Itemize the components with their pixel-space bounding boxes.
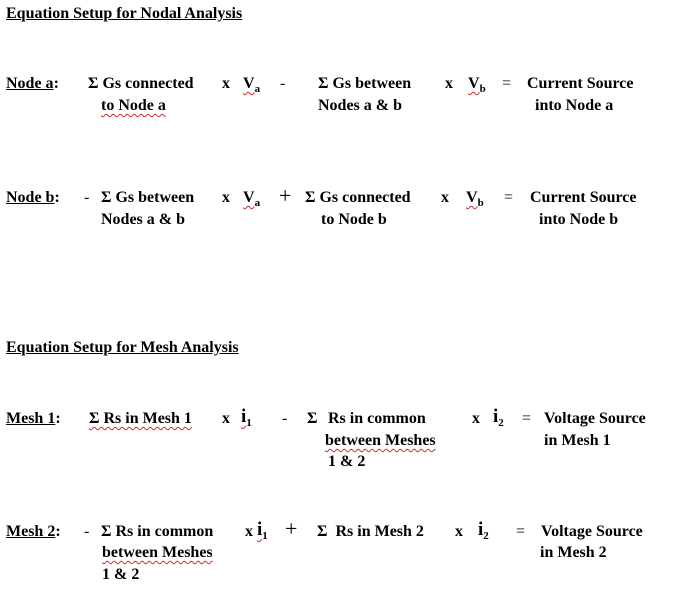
node-b-rhs-line1: Current Source [530,189,637,206]
mesh-2-term1-line1: Σ Rs in common [101,523,214,540]
node-a-equals: = [502,75,512,92]
node-b-var1: $V_a$ [243,189,261,209]
node-a-colon: : [53,75,59,92]
mesh-2-label: Mesh 2 [6,523,56,540]
mesh-2-term2: Σ Rs in Mesh 2 [317,523,424,540]
mesh-1-equals: = [522,410,532,427]
mesh-1-minus: - [282,410,288,427]
node-b-var2: $V_b$ [466,189,484,209]
node-a-var2: $V_b$ [468,75,486,95]
mesh-1-term2-line1: Rs in common [328,410,426,427]
mesh-1-times2: x [472,410,480,427]
node-b-equals: = [504,189,514,206]
node-a-rhs-line2: into Node a [535,97,614,114]
mesh-2-colon: : [55,523,61,540]
nodal-section-title: Equation Setup for Nodal Analysis [6,5,243,22]
node-a-term1-line2: to Node a [101,97,166,114]
mesh-section-title: Equation Setup for Mesh Analysis [6,339,239,356]
mesh-1-term2-line3: 1 & 2 [328,453,366,470]
node-b-rhs-line2: into Node b [539,211,619,228]
node-a-times1: x [222,75,230,92]
mesh-1-term1: Σ Rs in Mesh 1 [89,410,192,427]
node-a-rhs-line1: Current Source [527,75,634,92]
node-b-lead-minus: - [84,189,90,206]
node-b-term1-line2: Nodes a & b [101,211,186,228]
node-a-times2: x [445,75,453,92]
node-b-plus: + [279,183,292,208]
mesh-2-var2: $i_2$ [478,519,489,542]
mesh-1-rhs-line2: in Mesh 1 [544,432,611,449]
mesh-2-plus: + [285,516,298,541]
mesh-2-times1: x [245,523,253,540]
mesh-2-times2: x [455,523,463,540]
mesh-2-term1-line3: 1 & 2 [102,566,140,583]
mesh-2-equals: = [516,523,526,540]
mesh-2-label-group [6,524,61,540]
node-b-term2-line1: Σ Gs connected [305,189,411,206]
node-a-label-group [6,76,59,92]
node-b-term2-line2: to Node b [321,211,387,228]
mesh-1-term2-sigma: Σ [307,410,318,427]
mesh-1-times1: x [222,410,230,427]
node-a-term2-line2: Nodes a & b [318,97,403,114]
mesh-1-label-group [6,411,61,427]
mesh-1-var1: $i_1$ [241,406,252,429]
node-a-term1-line1: Σ Gs connected [88,75,194,92]
mesh-1-term2-line2: between Meshes [325,432,436,449]
node-b-times2: x [441,189,449,206]
node-b-label-group [6,190,60,206]
node-b-term1-line1: Σ Gs between [101,189,195,206]
mesh-1-colon: : [55,410,61,427]
node-a-label: Node a [6,75,54,92]
mesh-2-lead-minus: - [84,523,90,540]
node-a-minus: - [280,75,286,92]
node-b-label: Node b [6,189,55,206]
node-a-var1: $V_a$ [243,75,261,95]
mesh-1-rhs-line1: Voltage Source [544,410,646,427]
node-a-term2-line1: Σ Gs between [318,75,412,92]
mesh-1-var2: $i_2$ [493,406,504,429]
node-b-colon: : [54,189,60,206]
mesh-2-term1-line2: between Meshes [102,544,213,561]
mesh-2-var1: $i_1$ [257,519,268,542]
mesh-2-rhs-line1: Voltage Source [541,523,643,540]
mesh-2-rhs-line2: in Mesh 2 [540,544,607,561]
node-b-times1: x [222,189,230,206]
mesh-1-label: Mesh 1 [6,410,56,427]
